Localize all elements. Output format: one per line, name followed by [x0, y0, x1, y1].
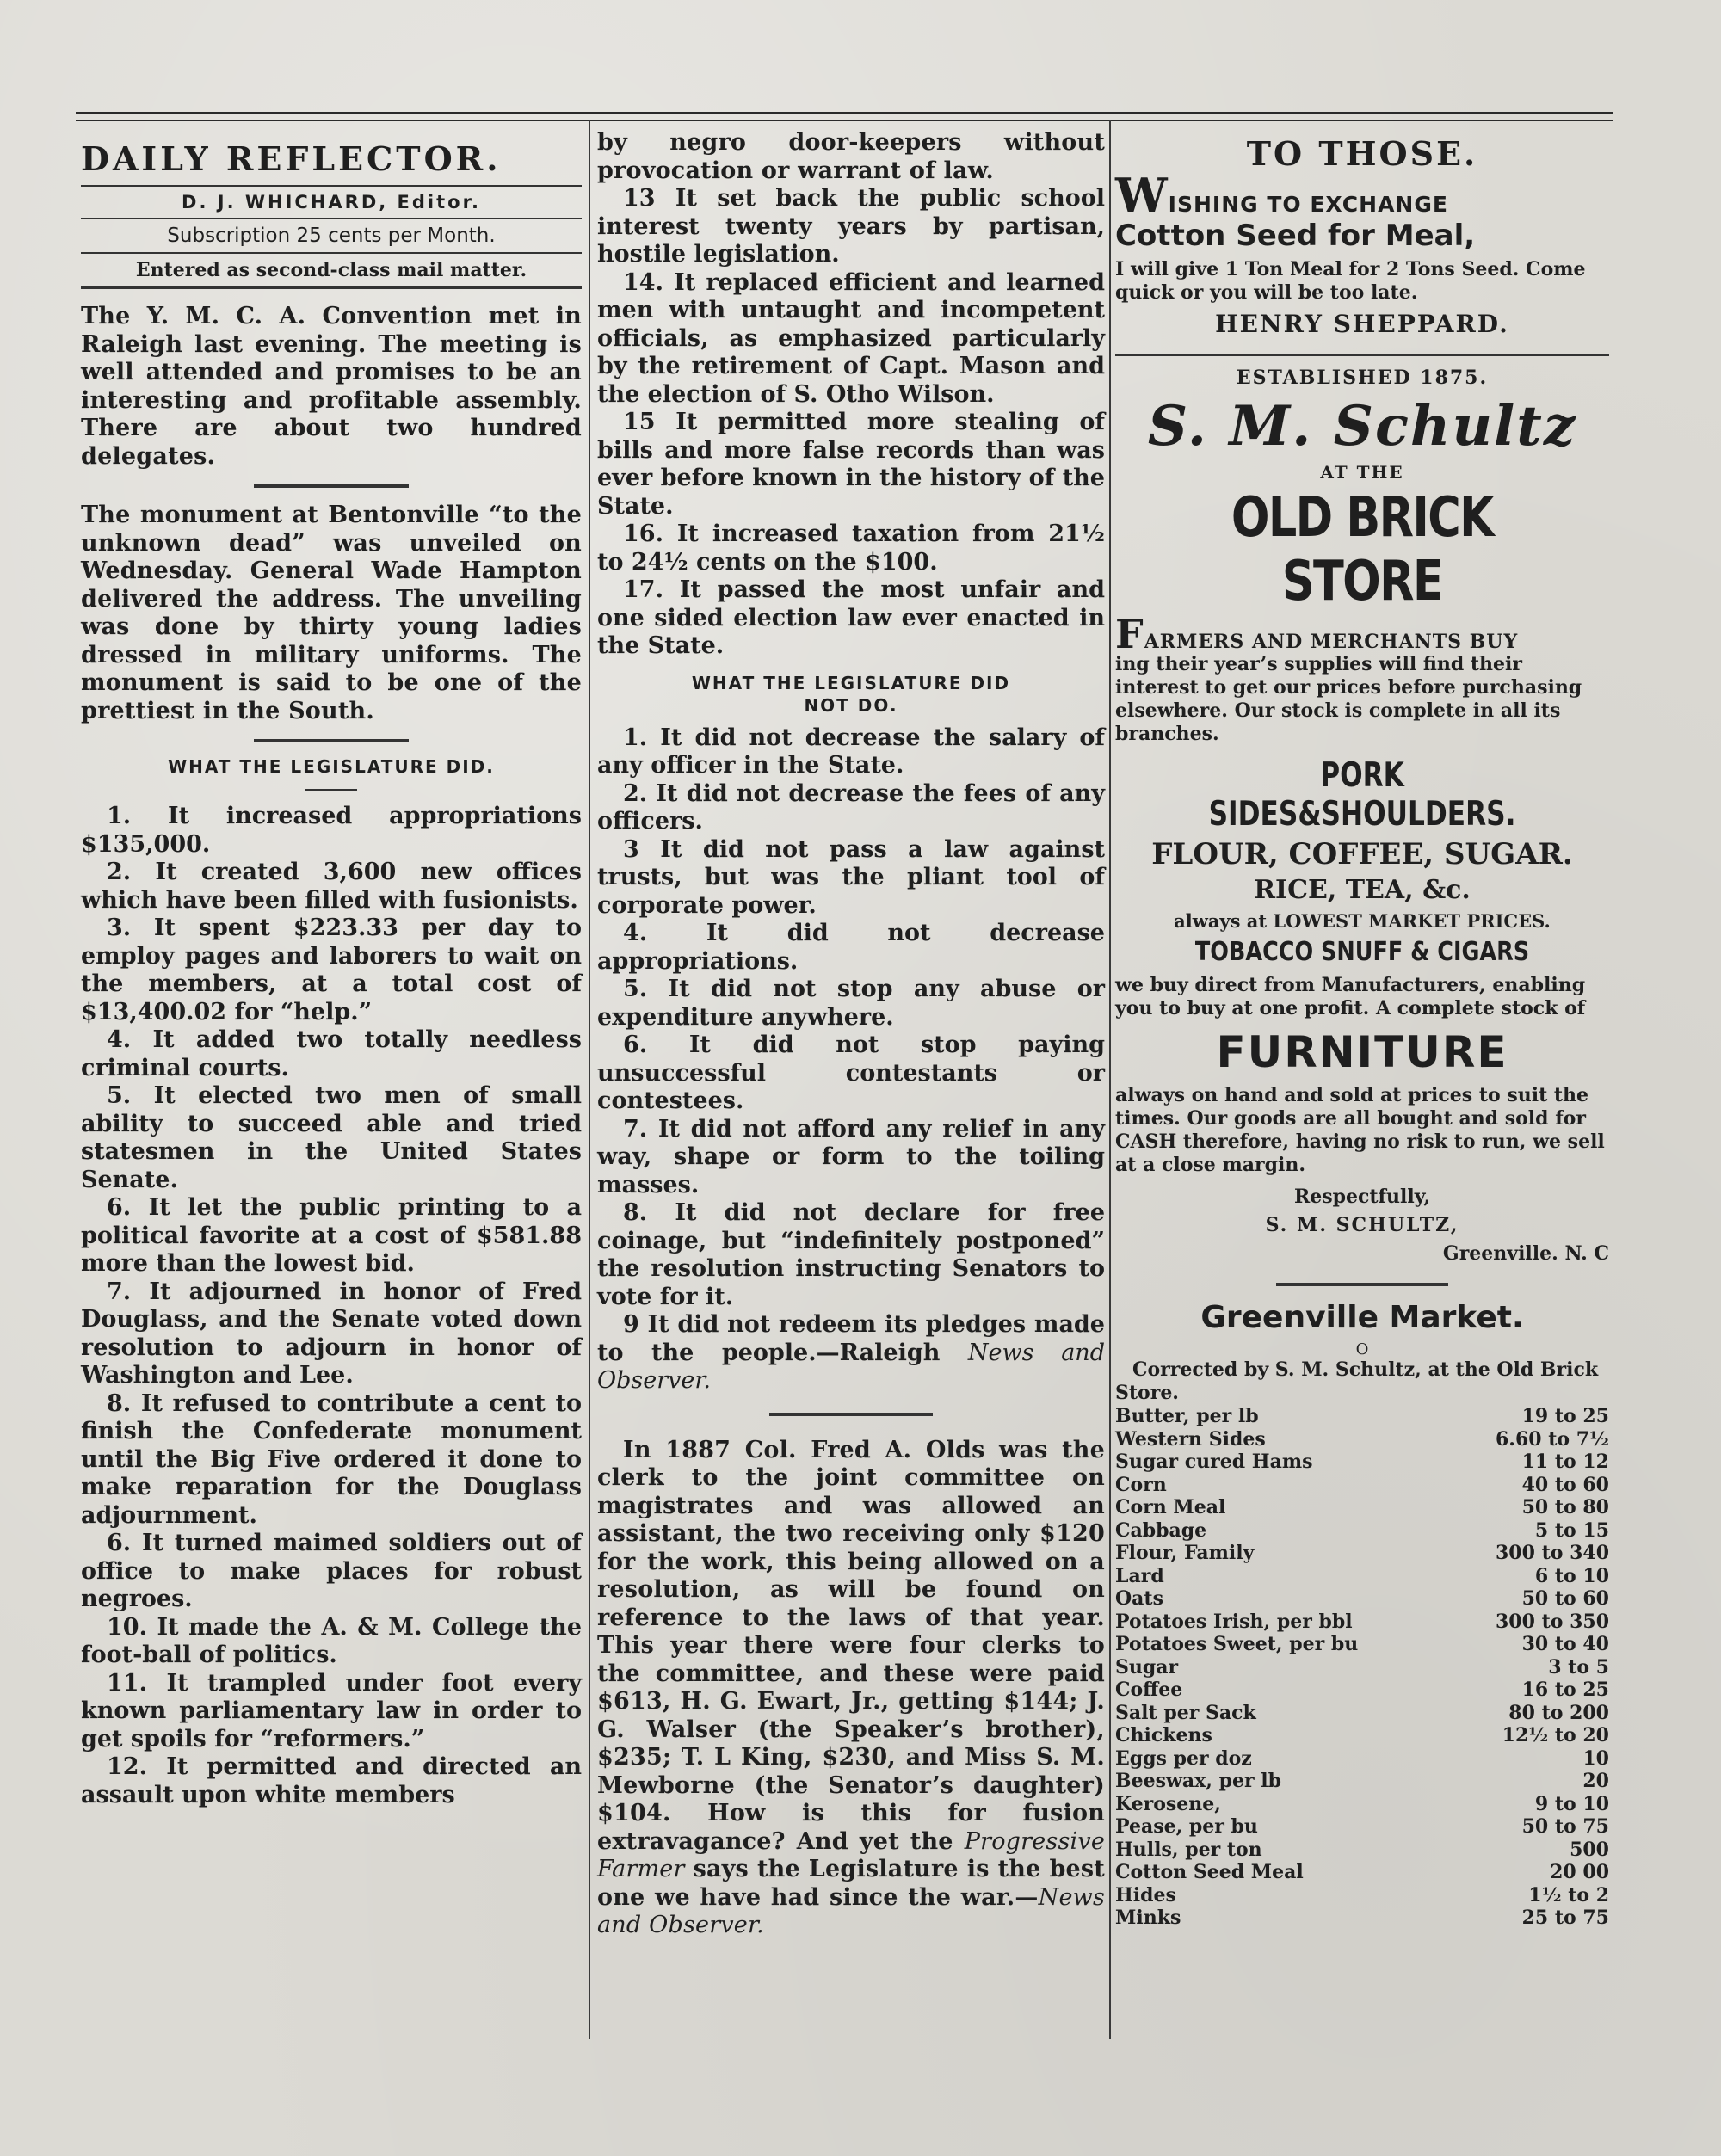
list-item: 4. It added two totally needless criminal courts.: [81, 1026, 582, 1081]
market-price: 20 00: [1550, 1861, 1609, 1883]
list-item: 11. It trampled under foot every known parliamentary law in order to get spoils for “reformers.”: [81, 1669, 582, 1753]
legislature-did-not-heading-2: NOT DO.: [804, 694, 898, 716]
list-item: 1. It did not decrease the salary of any officer in the State.: [597, 724, 1105, 779]
legislature-did-not-heading: WHAT THE LEGISLATURE DID: [691, 672, 1011, 693]
list-item: 14. It replaced efficient and learned men with untaught and incompetent officials, as emphasized particularly by the retirement of Capt. Mason and the election of S. Otho Wilson.: [597, 268, 1105, 408]
list-item: 10. It made the A. & M. College the foot-ball of politics.: [81, 1613, 582, 1668]
list-item: 17. It passed the most unfair and one sided election law ever enacted in the State.: [597, 576, 1105, 659]
legislature-did-list: [81, 803, 582, 1809]
market-row: [1115, 1861, 1609, 1884]
market-price: 9 to 10: [1534, 1792, 1609, 1815]
ad-wishing: [1115, 168, 1609, 223]
source-credit: News and Observer.: [597, 1339, 1105, 1394]
market-price: 30 to 40: [1521, 1633, 1609, 1655]
list-item: 5. It elected two men of small ability to succeed able and tried statesmen in the United States Senate.: [81, 1082, 582, 1193]
list-item: 7. It did not afford any relief in any way, shape or form to the toiling masses.: [597, 1115, 1105, 1198]
respectfully: Respectfully,: [1293, 1186, 1431, 1208]
market-price: 50 to 75: [1521, 1815, 1609, 1838]
market-item: Corn: [1115, 1473, 1167, 1496]
market-row: [1115, 1496, 1609, 1519]
furniture-text: always on hand and sold at prices to suit the times. Our goods are all bought and sold for CASH therefore, having no risk to run, we sell at a close margin.: [1115, 1084, 1605, 1176]
market-item: Salt per Sack: [1115, 1701, 1256, 1724]
market-row: [1115, 1907, 1609, 1930]
ad-rule: [1115, 354, 1609, 356]
list-item: 4. It did not decrease appropriations.: [597, 920, 1105, 975]
column-3: [1115, 129, 1609, 1930]
market-row: [1115, 1815, 1609, 1839]
market-row: [1115, 1565, 1609, 1588]
item-text: 9 It did not redeem its pledges made to the people.—Raleigh: [597, 1311, 1105, 1366]
market-price: 12½ to 20: [1502, 1724, 1609, 1746]
town: Greenville. N. C: [1442, 1242, 1609, 1265]
list-item: 15 It permitted more stealing of bills and more false records than was ever before known in the history of the State.: [597, 409, 1105, 520]
market-table: [1115, 1405, 1609, 1930]
market-row: [1115, 1542, 1609, 1565]
furniture-heading: FURNITURE: [1216, 1027, 1508, 1077]
market-row: [1115, 1884, 1609, 1907]
market-item: Western Sides: [1115, 1427, 1266, 1451]
market-price: 25 to 75: [1521, 1907, 1609, 1929]
market-row: [1115, 1793, 1609, 1816]
paper-name: Progressive Farmer: [597, 1827, 1105, 1882]
market-item: Cotton Seed Meal: [1115, 1861, 1304, 1883]
market-corrected: Corrected by S. M. Schultz, at the Old Brick Store.: [1115, 1358, 1599, 1404]
ad-separator: [1276, 1283, 1448, 1286]
market-item: Corn Meal: [1115, 1496, 1226, 1518]
market-price: 50 to 80: [1521, 1496, 1609, 1518]
market-item: Cabbage: [1115, 1518, 1207, 1542]
market-price: 6 to 10: [1534, 1564, 1609, 1587]
market-row: [1115, 1405, 1609, 1428]
list-item: 5. It did not stop any abuse or expenditure anywhere.: [597, 976, 1105, 1031]
store-name: OLD BRICK STORE: [1231, 486, 1494, 613]
market-item: Eggs per doz: [1115, 1746, 1252, 1770]
farmers-caps: ARMERS AND MERCHANTS BUY: [1144, 631, 1519, 653]
market-price: 500: [1570, 1838, 1609, 1861]
market-item: Lard: [1115, 1564, 1164, 1587]
wishing-text: ISHING TO EXCHANGE: [1168, 192, 1448, 217]
pork-line: [1115, 756, 1609, 834]
market-item: Minks: [1115, 1907, 1181, 1929]
list-item: 16. It increased taxation from 21½ to 24½ cents on the $100.: [597, 521, 1105, 576]
ad-to-those-title: TO THOSE.: [1246, 134, 1478, 173]
masthead-entered: Entered as second-class mail matter.: [135, 259, 527, 281]
direct-text: we buy direct from Manufacturers, enabling you to buy at one profit. A complete stock of: [1115, 974, 1586, 1019]
market-item: Pease, per bu: [1115, 1815, 1258, 1838]
old-brick-store: [1115, 486, 1609, 613]
market-item: Oats: [1115, 1587, 1163, 1610]
market-row: [1115, 1839, 1609, 1862]
column-rule-2: [1109, 120, 1111, 2039]
market-price: 11 to 12: [1521, 1451, 1609, 1473]
market-price: 16 to 25: [1521, 1679, 1609, 1701]
list-item: 7. It adjourned in honor of Fred Douglass, and the Senate voted down resolution to adjourn in honor of Washington and Lee.: [81, 1278, 582, 1389]
market-item: Butter, per lb: [1115, 1405, 1259, 1427]
list-item: 6. It turned maimed soldiers out of office to make places for robust negroes.: [81, 1530, 582, 1612]
market-price: 19 to 25: [1521, 1405, 1609, 1427]
list-item: 6. It did not stop paying unsuccessful contestants or contestees.: [597, 1032, 1105, 1114]
market-item: Coffee: [1115, 1679, 1183, 1701]
market-row: [1115, 1702, 1609, 1725]
masthead-subscription: Subscription 25 cents per Month.: [167, 225, 496, 247]
tobacco-line: [1115, 937, 1609, 967]
market-row: [1115, 1451, 1609, 1474]
farmers-heading: [1115, 611, 1609, 657]
list-item: 6. It let the public printing to a political favorite at a cost of $581.88 more than the lowest bid.: [81, 1194, 582, 1277]
market-row: [1115, 1633, 1609, 1656]
tobacco-text: TOBACCO SNUFF & CIGARS: [1194, 937, 1530, 967]
pork-text: PORK SIDES&SHOULDERS.: [1208, 756, 1516, 834]
masthead-rule: [81, 286, 582, 289]
market-item: Sugar cured Hams: [1115, 1451, 1313, 1473]
schultz-signature: S. M. SCHULTZ,: [1265, 1214, 1459, 1236]
established: ESTABLISHED 1875.: [1236, 367, 1489, 389]
column-1: [81, 129, 582, 1809]
market-row: [1115, 1770, 1609, 1793]
market-price: 300 to 340: [1496, 1542, 1609, 1564]
column-2: [597, 129, 1105, 1940]
market-item: Hides: [1115, 1883, 1176, 1907]
market-price: 6.60 to 7½: [1496, 1427, 1609, 1451]
list-item: [597, 1311, 1105, 1395]
market-price: 10: [1582, 1746, 1609, 1770]
list-item-continued: by negro door-keepers without provocation or warrant of law.: [597, 129, 1105, 184]
market-price: 40 to 60: [1521, 1473, 1609, 1496]
article-separator: [254, 739, 409, 742]
masthead-editor: D. J. WHICHARD, Editor.: [182, 192, 481, 213]
monument-article: The monument at Bentonville “to the unknown dead” was unveiled on Wednesday. General Wade Hampton delivered the address. The unveiling was done by thirty young ladies dressed in military uniforms. The monument is said to be one of the prettiest in the South.: [81, 502, 582, 724]
market-price: 20: [1582, 1770, 1609, 1792]
heading-rule: [305, 789, 357, 791]
market-row: [1115, 1679, 1609, 1702]
market-price: 50 to 60: [1521, 1587, 1609, 1610]
farmers-text: ing their year’s supplies will find their interest to get our prices before purchasing elsewhere. Our stock is complete in all its branches.: [1115, 653, 1582, 745]
at-the: AT THE: [1320, 462, 1404, 483]
market-item: Chickens: [1115, 1724, 1212, 1746]
masthead-title: DAILY REFLECTOR.: [81, 139, 502, 178]
schultz-script-name: S. M. Schultz: [1147, 394, 1577, 459]
article-separator: [254, 484, 409, 488]
list-item: 12. It permitted and directed an assault upon white members: [81, 1753, 582, 1808]
market-row: [1115, 1474, 1609, 1497]
market-item: Hulls, per ton: [1115, 1838, 1262, 1861]
market-price: 300 to 350: [1496, 1610, 1609, 1633]
olds-text: In 1887 Col. Fred A. Olds was the clerk to the joint committee on magistrates and was allowed an assistant, the two receiving only $120 for the work, this being allowed on a resolution, as will be found on reference to the laws of that year. This year there were four clerks to the committee, and these were paid $613, H. G. Ewart, Jr., getting $144; J. G. Walser (the Speaker’s brother), $235; T. L King, $230, and Miss S. M. Mewborne (the Senator’s daughter) $104. How is this for fusion extravagance? And yet the: [597, 1436, 1105, 1855]
drop-cap: F: [1115, 611, 1144, 657]
market-item: Potatoes Irish, per bbl: [1115, 1610, 1353, 1633]
masthead-rule: [81, 185, 582, 187]
market-price: 1½ to 2: [1528, 1883, 1609, 1907]
market-item: Beeswax, per lb: [1115, 1770, 1281, 1792]
market-item: Sugar: [1115, 1655, 1179, 1679]
market-row: [1115, 1724, 1609, 1747]
masthead-rule: [81, 252, 582, 254]
market-rows: [1115, 1405, 1609, 1930]
market-row: [1115, 1611, 1609, 1634]
rice-line: RICE, TEA, &c.: [1254, 875, 1471, 905]
article-separator: [769, 1413, 933, 1416]
market-price: 3 to 5: [1548, 1655, 1609, 1679]
olds-end: says the Legislature is the best one we have had since the war.—: [597, 1856, 1105, 1911]
list-item: 3 It did not pass a law against trusts, but was the pliant tool of corporate power.: [597, 835, 1105, 919]
top-rule: [76, 112, 1613, 114]
market-row: [1115, 1587, 1609, 1611]
source-credit: News and Observer.: [597, 1883, 1105, 1938]
market-row: [1115, 1747, 1609, 1771]
market-price: 80 to 200: [1508, 1701, 1609, 1724]
olds-article: [597, 1437, 1105, 1940]
market-item: Kerosene,: [1115, 1792, 1221, 1815]
flour-line: FLOUR, COFFEE, SUGAR.: [1151, 837, 1573, 872]
list-item: 1. It increased appropriations $135,000.: [81, 803, 582, 858]
ad-offer: I will give 1 Ton Meal for 2 Tons Seed. Come quick or you will be too late.: [1115, 258, 1586, 304]
list-item: 2. It created 3,600 new offices which have been filled with fusionists.: [81, 859, 582, 914]
market-row: [1115, 1428, 1609, 1451]
masthead-rule: [81, 218, 582, 219]
market-row: [1115, 1519, 1609, 1543]
ad-cotton-seed: Cotton Seed for Meal,: [1115, 219, 1476, 253]
top-rule-thin: [76, 120, 1613, 121]
list-item: 3. It spent $223.33 per day to employ pages and laborers to wait on the members, at a total cost of $13,400.02 for “help.”: [81, 915, 582, 1026]
market-item: Potatoes Sweet, per bu: [1115, 1633, 1359, 1655]
legislature-did-heading: WHAT THE LEGISLATURE DID.: [168, 756, 495, 777]
list-item: 13 It set back the public school interest twenty years by partisan, hostile legislation.: [597, 185, 1105, 268]
list-item: 8. It did not declare for free coinage, but “indefinitely postponed” the resolution instructing Senators to vote for it.: [597, 1199, 1105, 1310]
ymca-article: The Y. M. C. A. Convention met in Raleigh last evening. The meeting is well attended and promises to be an interesting and profitable assembly. There are about two hundred delegates.: [81, 303, 582, 470]
market-item: Flour, Family: [1115, 1542, 1255, 1564]
list-item: 8. It refused to contribute a cent to finish the Confederate monument until the Big Five ordered it done to make reparation for the Douglass adjournment.: [81, 1389, 582, 1529]
market-ornament: O: [1355, 1340, 1369, 1358]
list-item: 2. It did not decrease the fees of any officers.: [597, 779, 1105, 835]
always-line: always at LOWEST MARKET PRICES.: [1174, 910, 1551, 932]
market-row: [1115, 1656, 1609, 1679]
drop-cap: W: [1115, 168, 1169, 223]
market-price: 5 to 15: [1534, 1518, 1609, 1542]
market-title: Greenville Market.: [1200, 1300, 1524, 1335]
column-rule-1: [589, 120, 590, 2039]
ad-signature: HENRY SHEPPARD.: [1215, 310, 1509, 338]
